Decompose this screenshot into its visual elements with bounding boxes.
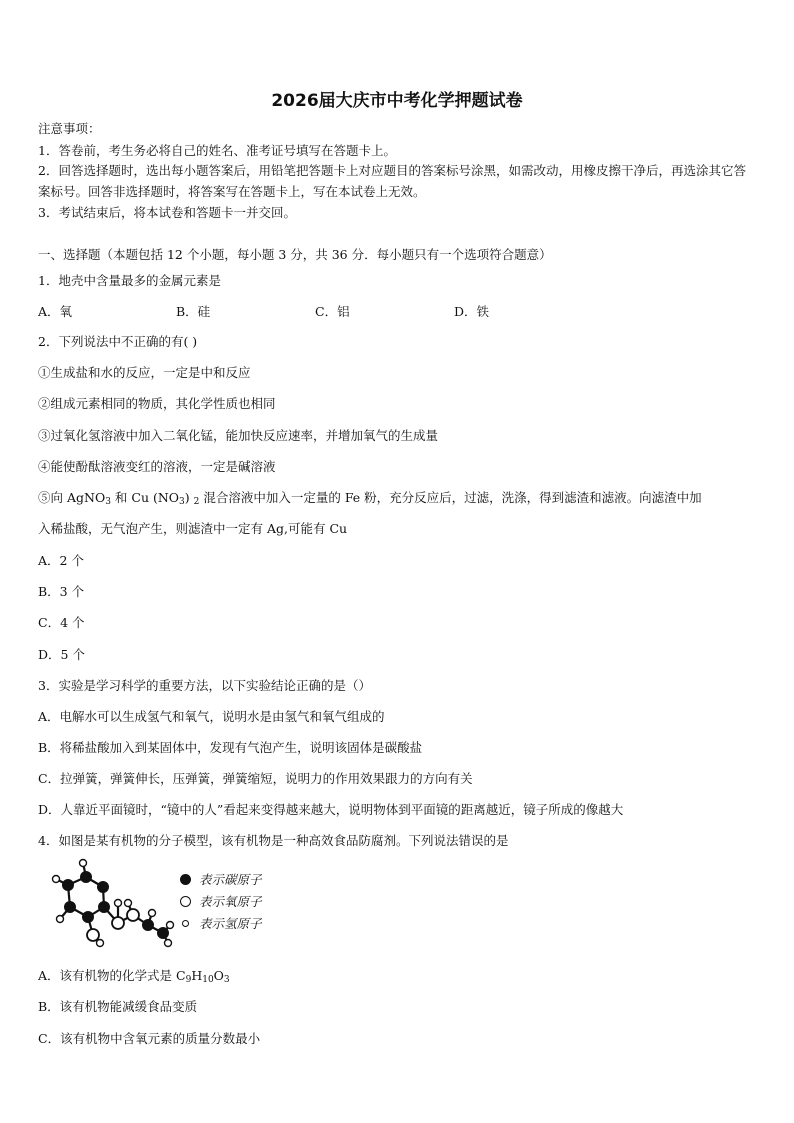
q2-stem: 2．下列说法中不正确的有( ): [38, 334, 198, 349]
q2-statement-2: ②组成元素相同的物质，其化学性质也相同: [38, 396, 276, 411]
q2-statement-4: ④能使酚酞溶液变红的溶液，一定是碱溶液: [38, 459, 276, 474]
s5-part: ): [184, 490, 194, 505]
formula-part: A．该有机物的化学式是 C: [38, 968, 186, 983]
open-circle-icon: [180, 896, 191, 907]
legend-label: 表示氢原子: [199, 916, 262, 931]
molecule-model-diagram: [38, 855, 178, 955]
page-title: 2026届大庆市中考化学押题试卷: [271, 91, 523, 111]
q3-stem: 3．实验是学习科学的重要方法，以下实验结论正确的是（）: [38, 678, 371, 693]
q2-statement-1: ①生成盐和水的反应，一定是中和反应: [38, 365, 251, 380]
formula-part: O: [213, 968, 224, 983]
q2-statement-5-cont: 入稀盐酸，无气泡产生，则滤渣中一定有 Ag,可能有 Cu: [38, 521, 348, 536]
s5-sub: 2: [193, 497, 200, 507]
legend-oxygen: [180, 890, 262, 912]
s5-part: ⑤向 AgNO: [38, 490, 106, 505]
s5-part: 混合溶液中加入一定量的 Fe 粉，充分反应后，过滤，洗涤，得到滤渣和滤液。向滤渣中加: [199, 490, 702, 505]
formula-sub: 10: [202, 975, 214, 985]
legend-label: 表示氧原子: [199, 894, 262, 909]
q1-stem: 1．地壳中含量最多的金属元素是: [38, 273, 221, 288]
notice-item-3: 3．考试结束后，将本试卷和答题卡一并交回。: [38, 205, 296, 220]
notice-item-1: 1．答卷前，考生务必将自己的姓名、准考证号填写在答题卡上。: [38, 143, 396, 158]
q1-option-c: C．铝: [315, 304, 350, 319]
formula-part: H: [191, 968, 203, 983]
notice-item-2: 2．回答选择题时，选出每小题答案后，用铅笔把答题卡上对应题目的答案标号涂黑，如需改动，用橡皮擦干净后，再选涂其它答案标号。回答非选择题时，将答案写在答题卡上，写在本试卷上无效。: [38, 163, 746, 199]
formula-sub: 9: [185, 975, 192, 985]
q4-option-c: C．该有机物中含氧元素的质量分数最小: [38, 1031, 261, 1046]
q3-option-c: C．拉弹簧，弹簧伸长，压弹簧，弹簧缩短，说明力的作用效果跟力的方向有关: [38, 771, 473, 786]
filled-circle-icon: [180, 874, 191, 885]
q1-option-d: D．铁: [454, 304, 490, 319]
molecule-legend: [180, 868, 262, 934]
notice-heading: 注意事项：: [38, 121, 101, 136]
q2-option-d: D．5 个: [38, 647, 85, 662]
q3-option-b: B．将稀盐酸加入到某固体中，发现有气泡产生，说明该固体是碳酸盐: [38, 740, 423, 755]
q4-stem: 4．如图是某有机物的分子模型，该有机物是一种高效食品防腐剂。下列说法错误的是: [38, 833, 509, 848]
q4-option-b: B．该有机物能减缓食品变质: [38, 999, 198, 1014]
small-circle-icon: [182, 920, 189, 927]
legend-carbon: [180, 868, 262, 890]
q3-option-d: D．人靠近平面镜时，“镜中的人”看起来变得越来越大，说明物体到平面镜的距离越近，镜子所成的像越大: [38, 802, 624, 817]
s5-sub: 3: [105, 497, 111, 507]
q2-option-a: A．2 个: [38, 553, 84, 568]
s5-sub: 3: [179, 497, 185, 507]
formula-sub: 3: [223, 975, 230, 985]
q4-option-a: [38, 968, 230, 984]
q1-option-a: A．氧: [38, 304, 73, 319]
section-heading: 一、选择题（本题包括 12 个小题，每小题 3 分，共 36 分．每小题只有一个选项符合题意）: [38, 247, 552, 262]
q2-option-b: B．3 个: [38, 584, 85, 599]
q2-statement-3: ③过氧化氢溶液中加入二氧化锰，能加快反应速率，并增加氧气的生成量: [38, 428, 439, 443]
q3-option-a: A．电解水可以生成氢气和氧气，说明水是由氢气和氧气组成的: [38, 709, 385, 724]
s5-part: 和 Cu (NO: [110, 490, 180, 505]
legend-label: 表示碳原子: [199, 872, 262, 887]
q2-option-c: C．4 个: [38, 615, 85, 630]
q1-option-b: B．硅: [176, 304, 211, 319]
legend-hydrogen: [180, 912, 262, 934]
q2-statement-5: [38, 490, 702, 506]
